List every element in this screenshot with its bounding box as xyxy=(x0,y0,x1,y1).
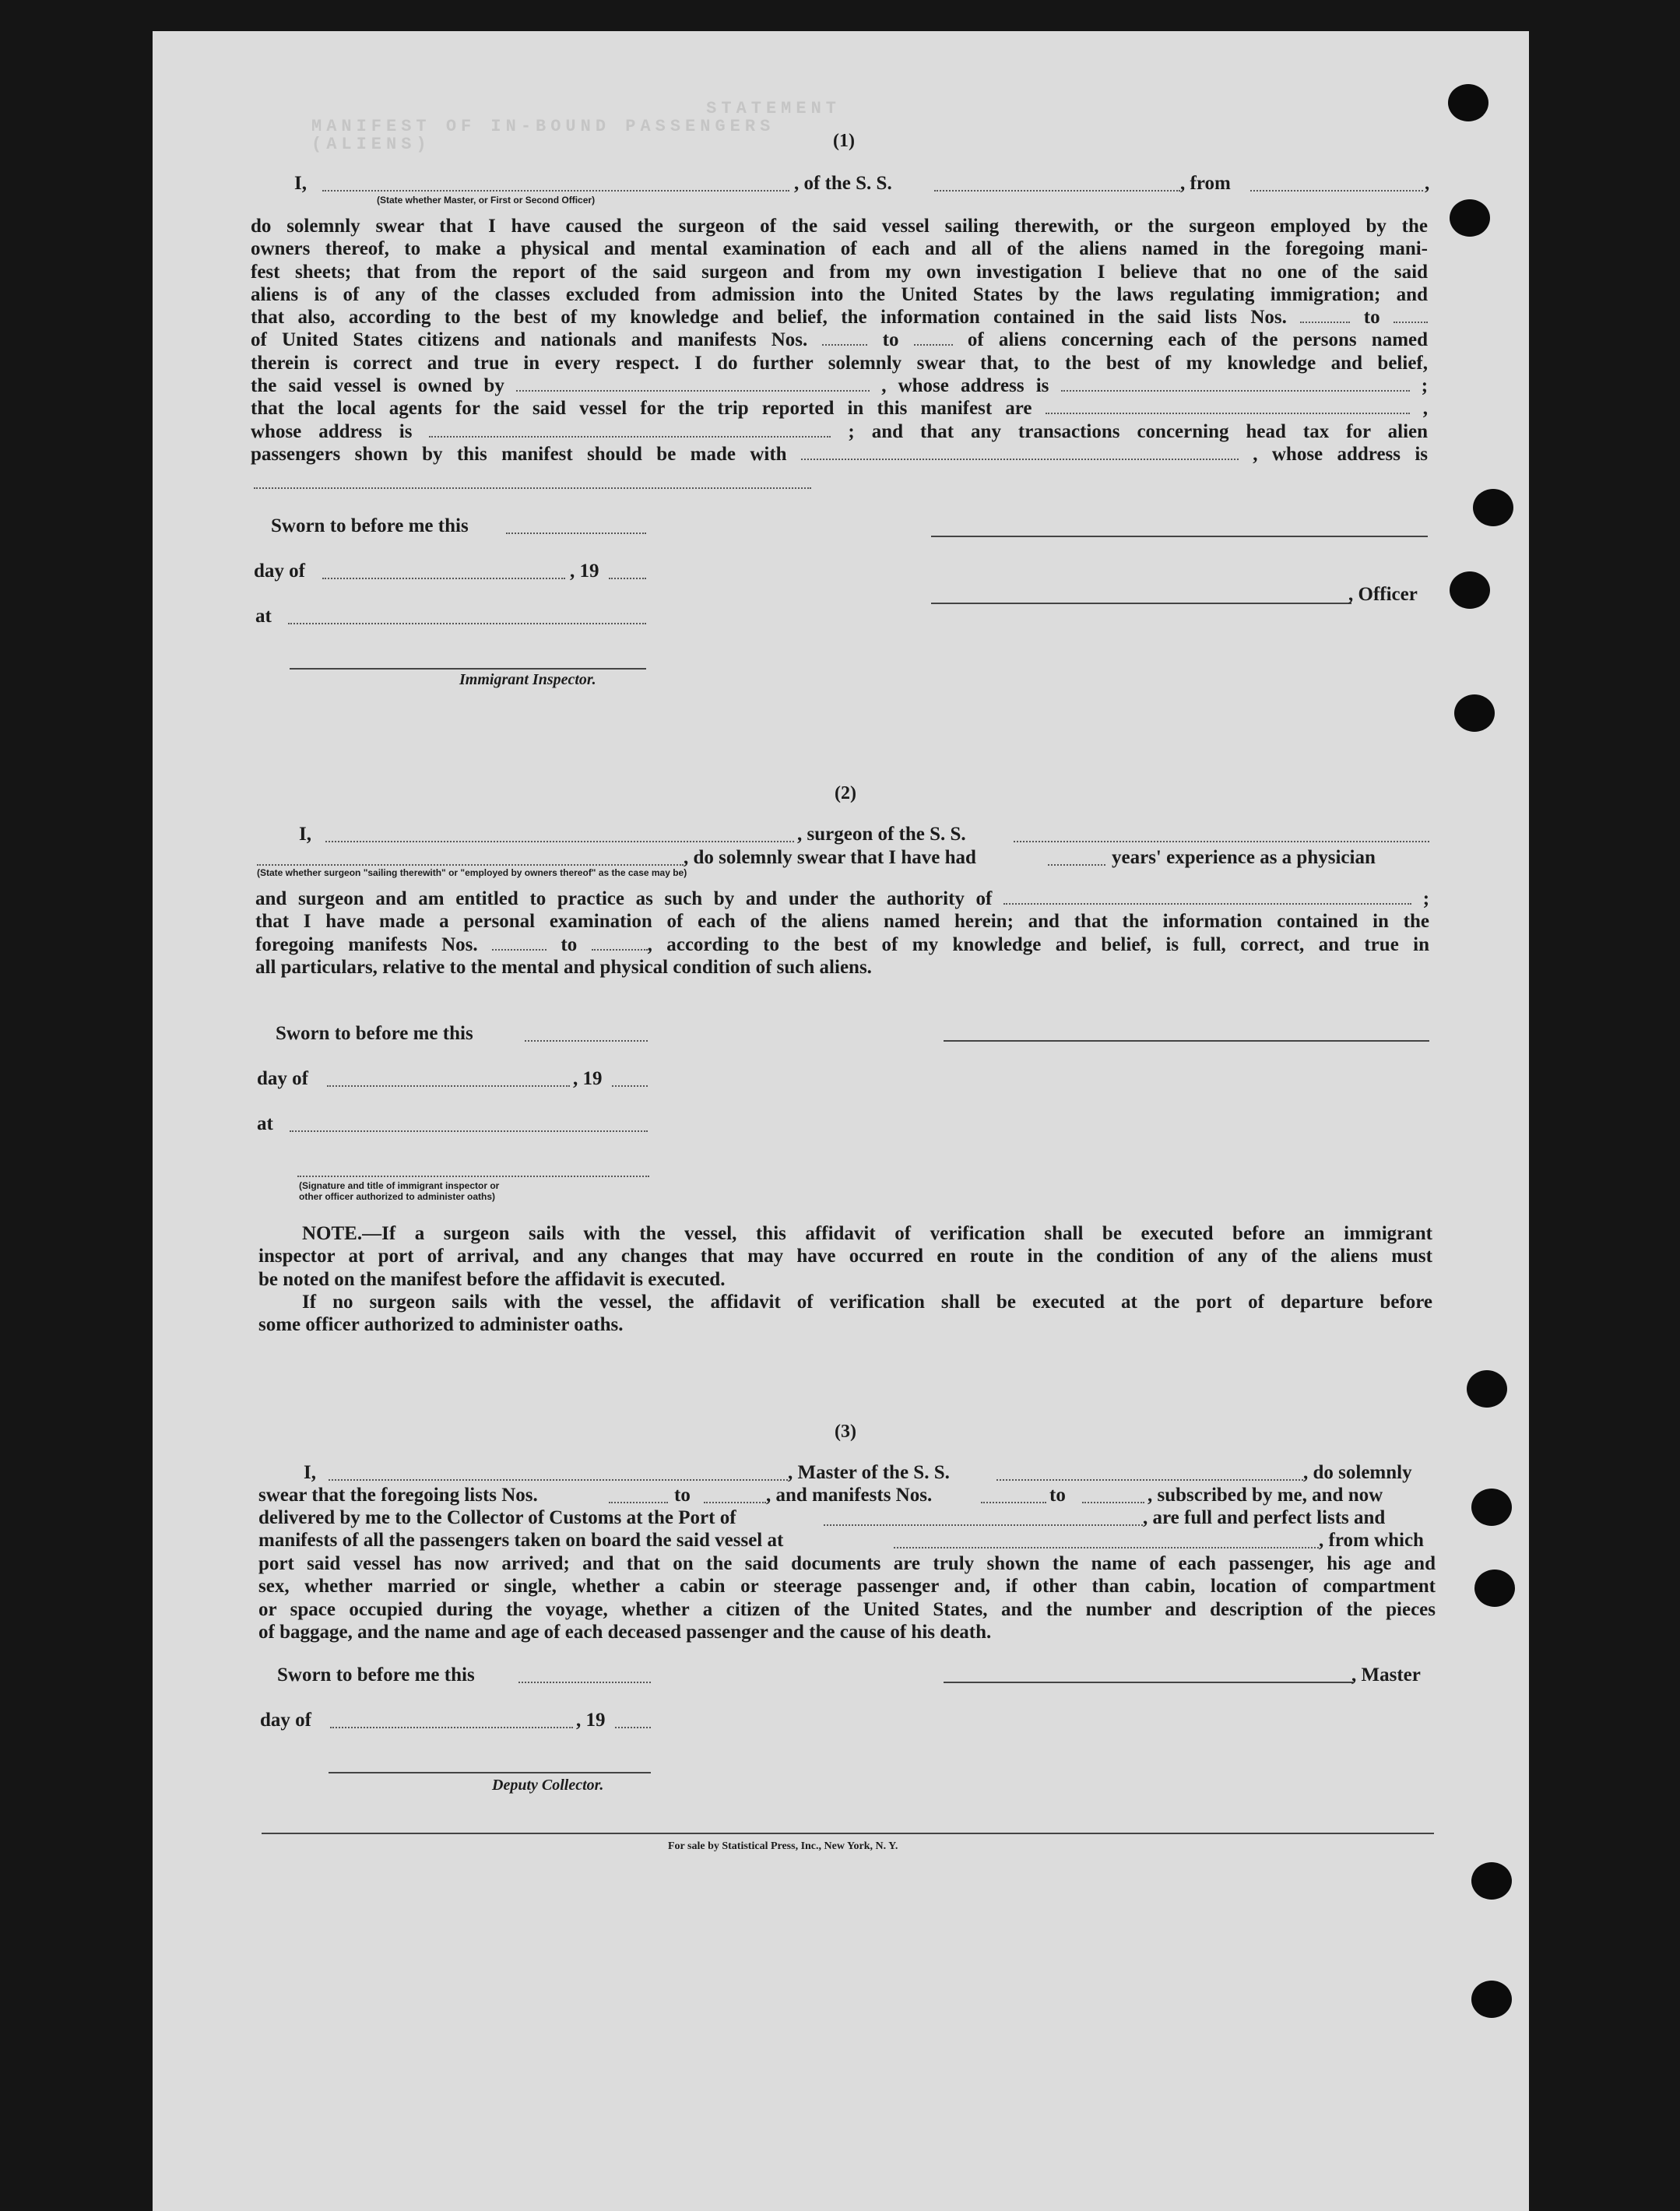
s1-at-field[interactable] xyxy=(288,623,646,624)
s1-line: owners thereof, to make a physical and mental examination of each and all of the aliens named in the foregoing mani- xyxy=(251,238,1428,260)
s1-lists-from-field[interactable] xyxy=(1300,317,1350,323)
s1-line: fest sheets; that from the report of the said surgeon and from my own investigation I believe that no one of the said xyxy=(251,261,1428,283)
s3-from-which: , from which xyxy=(1319,1530,1424,1551)
s3-master-label: , Master xyxy=(1351,1664,1421,1685)
s1-lists-to-field[interactable] xyxy=(1394,317,1428,323)
s3-master-signature-line[interactable] xyxy=(944,1682,1353,1683)
note-line: some officer authorized to administer oaths. xyxy=(258,1314,624,1336)
s1-from-field[interactable] xyxy=(1250,190,1423,192)
s2-day-of-label: day of xyxy=(257,1068,308,1089)
s3-lists-to-field[interactable] xyxy=(704,1502,766,1503)
s3-do-solemnly: , do solemnly xyxy=(1303,1462,1412,1483)
s1-year-label: , 19 xyxy=(570,561,599,582)
s1-owner-field[interactable] xyxy=(516,385,870,392)
s3-departure-port-field[interactable] xyxy=(894,1547,1319,1548)
punch-hole xyxy=(1471,1981,1512,2018)
s2-inspector-signature-field[interactable] xyxy=(297,1176,649,1177)
s1-inspector-signature-line[interactable] xyxy=(290,668,646,670)
s2-sworn-field[interactable] xyxy=(525,1040,648,1042)
s2-year-field[interactable] xyxy=(612,1085,648,1087)
s1-agents-field[interactable] xyxy=(1046,408,1410,414)
s1-officer-field[interactable] xyxy=(322,190,789,192)
s2-at-label: at xyxy=(257,1113,273,1134)
s1-agents-address-field[interactable] xyxy=(429,431,831,438)
s3-collector-caption: Deputy Collector. xyxy=(492,1777,604,1794)
s2-authority-field[interactable] xyxy=(1003,898,1411,905)
s3-and-manifests: , and manifests Nos. xyxy=(766,1485,933,1506)
s3-sworn-label: Sworn to before me this xyxy=(277,1664,475,1685)
section-1-number: (1) xyxy=(833,131,855,151)
s3-day-of-label: day of xyxy=(260,1710,311,1731)
s3-collector-signature-line[interactable] xyxy=(329,1772,651,1773)
s1-signature-line[interactable] xyxy=(931,536,1428,537)
s3-manifests-from-field[interactable] xyxy=(981,1502,1046,1503)
s3-sworn-field[interactable] xyxy=(518,1682,651,1683)
s3-lists-from-field[interactable] xyxy=(609,1502,668,1503)
s2-year-label: , 19 xyxy=(573,1068,603,1089)
s2-signature-line[interactable] xyxy=(944,1040,1429,1042)
s3-day-field[interactable] xyxy=(330,1727,573,1728)
s2-surgeon-type-field[interactable] xyxy=(257,864,684,866)
s3-year-label: , 19 xyxy=(576,1710,606,1731)
punch-hole xyxy=(1467,1370,1507,1408)
s2-vessel-field[interactable] xyxy=(1014,841,1429,842)
punch-hole xyxy=(1450,571,1490,609)
s3-line: or space occupied during the voyage, whether a citizen of the United States, and the number and description of the pieces xyxy=(258,1598,1436,1620)
s1-officer-label: , Officer xyxy=(1348,584,1418,605)
s2-line-manifests: foregoing manifests Nos. to , according to the best of my knowledge and belief, is full, correct, and true in xyxy=(255,933,1430,955)
s2-years-field[interactable] xyxy=(1048,864,1105,866)
bleed-through-header: STATEMENT MANIFEST OF IN-BOUND PASSENGERS (ALIENS) xyxy=(311,99,841,154)
s3-master-name-field[interactable] xyxy=(329,1479,788,1481)
s2-line: that I have made a personal examination of each of the aliens named herein; and that the information contained in the xyxy=(255,911,1429,933)
s1-owner-address-field[interactable] xyxy=(1061,385,1410,392)
note-block xyxy=(258,1222,1432,1336)
s1-vessel-field[interactable] xyxy=(934,190,1180,192)
s1-i-label: I, xyxy=(294,173,307,194)
s1-line: do solemnly swear that I have caused the surgeon of the said vessel sailing therewith, or the surgeon employed by the xyxy=(251,216,1428,237)
s1-year-field[interactable] xyxy=(609,578,646,579)
s3-delivered: delivered by me to the Collector of Customs at the Port of xyxy=(258,1507,736,1528)
s2-years-exp: years' experience as a physician xyxy=(1112,847,1376,868)
s2-signature-caption: (Signature and title of immigrant inspector or other officer authorized to administer oaths) xyxy=(299,1180,500,1202)
s3-vessel-field[interactable] xyxy=(996,1479,1303,1481)
s2-surgeon-type-caption: (State whether surgeon "sailing therewith" or "employed by owners thereof" as the case may be) xyxy=(257,867,687,878)
s1-of-the-ss: , of the S. S. xyxy=(794,173,892,194)
footer-rule xyxy=(262,1833,1434,1834)
s1-officer-signature-line[interactable] xyxy=(931,603,1351,604)
s1-head-tax-address-field[interactable] xyxy=(254,487,811,489)
s1-from-label: , from xyxy=(1180,173,1231,194)
section-3-number: (3) xyxy=(835,1422,856,1442)
s1-sworn-label: Sworn to before me this xyxy=(271,515,469,536)
s1-line-manifests: of United States citizens and nationals and manifests Nos. to of aliens concerning each of the persons named xyxy=(251,329,1429,351)
printer-credit: For sale by Statistical Press, Inc., New York, N. Y. xyxy=(668,1840,898,1852)
s3-i-label: I, xyxy=(304,1462,316,1483)
s3-lists-to: to xyxy=(674,1485,691,1506)
punch-hole xyxy=(1474,1569,1515,1607)
s3-subscribed: , subscribed by me, and now xyxy=(1148,1485,1383,1506)
section-3-oath-text xyxy=(258,1552,1436,1643)
s3-manifests-all: manifests of all the passengers taken on board the said vessel at xyxy=(258,1530,784,1551)
s3-master-of: , Master of the S. S. xyxy=(788,1462,950,1483)
punch-hole xyxy=(1454,694,1495,732)
s2-surgeon-of: , surgeon of the S. S. xyxy=(797,824,966,845)
s1-line-lists: that also, according to the best of my knowledge and belief, the information contained in the said lists Nos. to xyxy=(251,306,1428,329)
s1-head-tax-field[interactable] xyxy=(801,454,1239,460)
s2-manifests-to-field[interactable] xyxy=(592,944,648,951)
s3-port-field[interactable] xyxy=(824,1524,1143,1526)
punch-hole xyxy=(1450,199,1490,237)
punch-hole xyxy=(1471,1862,1512,1900)
punch-hole xyxy=(1473,489,1513,526)
s1-line: therein is correct and true in every respect. I do further solemnly swear that, to the best of my knowledge and belief, xyxy=(251,352,1428,374)
s1-day-of-label: day of xyxy=(254,561,305,582)
s1-line-agents: that the local agents for the said vessel for the trip reported in this manifest are , xyxy=(251,398,1429,420)
s3-year-field[interactable] xyxy=(615,1727,651,1728)
section-2-number: (2) xyxy=(835,783,856,803)
section-2-oath-text xyxy=(255,888,1429,979)
s2-i-label: I, xyxy=(299,824,311,845)
section-1-oath-text xyxy=(251,215,1428,466)
note-line: If no surgeon sails with the vessel, the affidavit of verification shall be executed at the port of departure before xyxy=(302,1291,1432,1313)
s1-line: aliens is of any of the classes excluded from admission into the United States by the laws regulating immigration; and xyxy=(251,283,1428,305)
punch-hole xyxy=(1448,84,1488,121)
s3-manifests-to-field[interactable] xyxy=(1082,1502,1144,1503)
s1-sworn-field[interactable] xyxy=(506,533,646,534)
s2-manifests-from-field[interactable] xyxy=(492,944,547,951)
s1-manifests-from-field[interactable] xyxy=(822,339,867,346)
s2-sworn-label: Sworn to before me this xyxy=(276,1023,473,1044)
s1-comma: , xyxy=(1425,173,1430,194)
s2-do-solemnly: , do solemnly swear that I have had xyxy=(684,847,976,868)
s1-inspector-caption: Immigrant Inspector. xyxy=(459,671,596,688)
s3-line: sex, whether married or single, whether a cabin or steerage passenger and, if other than cabin, location of compartment xyxy=(258,1576,1436,1598)
s1-line-head-tax: passengers shown by this manifest should be made with , whose address is xyxy=(251,443,1429,465)
note-line: NOTE.—If a surgeon sails with the vessel, this affidavit of verification shall be executed before an immigrant xyxy=(302,1223,1432,1244)
s1-officer-caption: (State whether Master, or First or Second Officer) xyxy=(377,195,596,206)
s3-line: of baggage, and the name and age of each deceased passenger and the cause of his death. xyxy=(258,1621,992,1643)
s1-manifests-to-field[interactable] xyxy=(914,339,953,346)
s3-swear-lists: swear that the foregoing lists Nos. xyxy=(258,1485,538,1506)
note-line: be noted on the manifest before the affidavit is executed. xyxy=(258,1268,726,1290)
s2-surgeon-name-field[interactable] xyxy=(325,841,794,842)
s3-full-perfect: , are full and perfect lists and xyxy=(1143,1507,1386,1528)
s3-manifests-to: to xyxy=(1049,1485,1066,1506)
punch-hole xyxy=(1471,1489,1512,1526)
s1-at-label: at xyxy=(255,606,272,627)
s2-day-field[interactable] xyxy=(327,1085,570,1087)
note-line: inspector at port of arrival, and any changes that may have occurred en route in the condition of any of the aliens must xyxy=(258,1246,1432,1267)
s2-line: all particulars, relative to the mental and physical condition of such aliens. xyxy=(255,956,872,978)
s2-at-field[interactable] xyxy=(290,1130,648,1132)
s1-line-agent-address: whose address is ; and that any transactions concerning head tax for alien xyxy=(251,420,1429,442)
s1-day-field[interactable] xyxy=(322,578,565,579)
s1-line-owned: the said vessel is owned by , whose address is ; xyxy=(251,375,1429,397)
s2-line-authority: and surgeon and am entitled to practice as such by and under the authority of ; xyxy=(255,888,1430,909)
s3-line: port said vessel has now arrived; and that on the said documents are truly shown the name of each passenger, his age and xyxy=(258,1553,1436,1574)
